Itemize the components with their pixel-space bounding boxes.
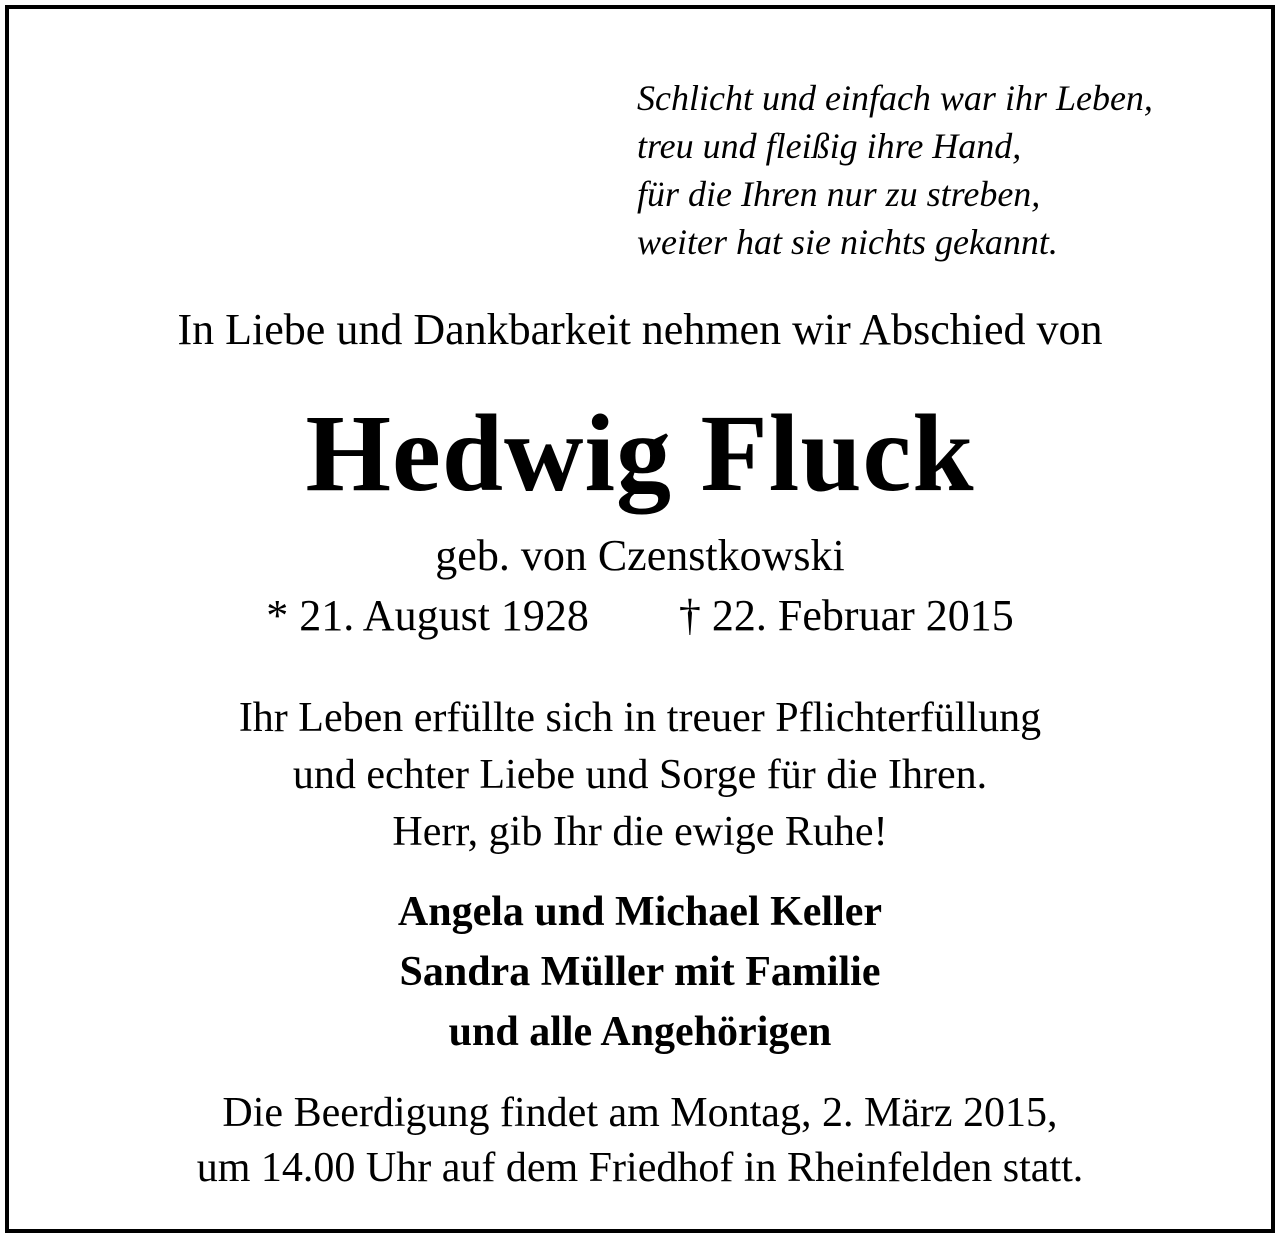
mourner-line: Angela und Michael Keller <box>397 889 883 935</box>
poem-verse <box>637 74 1153 266</box>
poem-line: treu und fleißig ihre Hand, <box>637 126 1022 166</box>
funeral-line: Die Beerdigung findet am Montag, 2. März 2015, <box>222 1090 1058 1136</box>
tribute-line: Herr, gib Ihr die ewige Ruhe! <box>392 809 888 855</box>
funeral-notice <box>0 1086 1280 1196</box>
birth-date: * 21. August 1928 <box>266 591 589 640</box>
mourners-list <box>0 882 1280 1062</box>
funeral-line: um 14.00 Uhr auf dem Friedhof in Rheinfelden statt. <box>196 1145 1084 1191</box>
tribute-line: und echter Liebe und Sorge für die Ihren. <box>292 752 988 798</box>
farewell-intro: In Liebe und Dankbarkeit nehmen wir Abschied von <box>177 305 1103 354</box>
life-dates <box>0 588 1280 644</box>
poem-line: weiter hat sie nichts gekannt. <box>637 222 1058 262</box>
maiden-name: geb. von Czenstkowski <box>435 531 845 580</box>
poem-line: für die Ihren nur zu streben, <box>637 174 1041 214</box>
deceased-name: Hedwig Fluck <box>305 392 975 514</box>
mourner-line: Sandra Müller mit Familie <box>399 949 881 995</box>
mourner-line: und alle Angehörigen <box>448 1009 832 1055</box>
poem-line: Schlicht und einfach war ihr Leben, <box>637 78 1153 118</box>
death-date: † 22. Februar 2015 <box>678 591 1014 640</box>
tribute-text <box>0 690 1280 861</box>
tribute-line: Ihr Leben erfüllte sich in treuer Pflichterfüllung <box>238 695 1042 741</box>
